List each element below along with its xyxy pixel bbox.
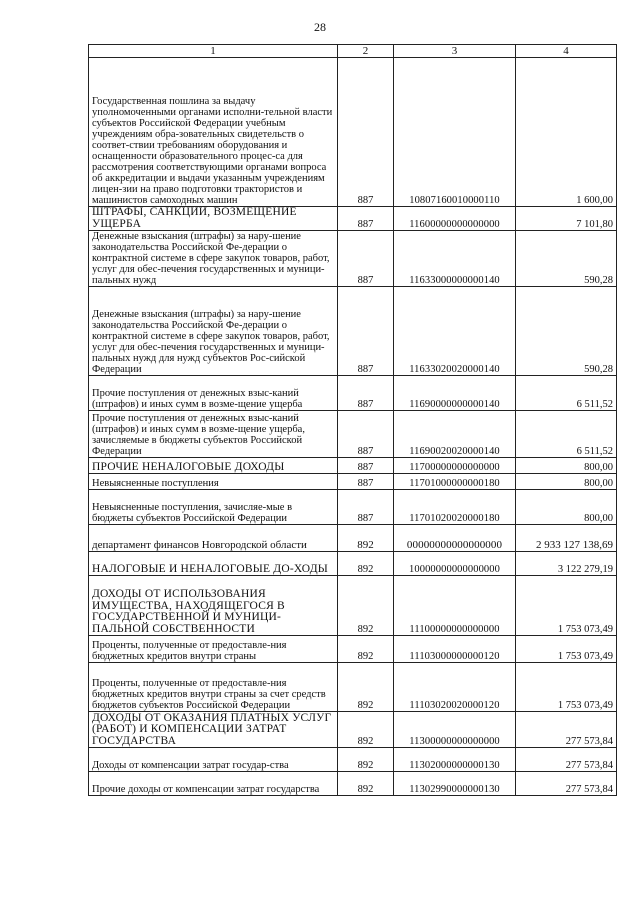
admin-code-cell: 887 [338,376,394,411]
amount-cell: 1 753 073,49 [516,663,617,712]
budget-code-cell: 10807160010000110 [394,58,516,207]
revenue-table [88,44,617,796]
budget-code-cell: 11302000000000130 [394,748,516,772]
budget-code-cell: 11600000000000000 [394,207,516,231]
table-row [89,712,617,748]
name-cell: Проценты, полученные от предоставле-ния бюджетных кредитов внутри страны за счет средств бюджетов субъектов Российской Федерации [89,663,338,712]
amount-cell: 800,00 [516,490,617,525]
table-row [89,663,617,712]
amount-cell: 800,00 [516,474,617,490]
table-row [89,525,617,552]
name-cell: департамент финансов Новгородской области [89,525,338,552]
table-row [89,411,617,458]
amount-cell: 277 573,84 [516,712,617,748]
name-cell: Прочие поступления от денежных взыс-каний (штрафов) и иных сумм в возме-щение ущерба [89,376,338,411]
name-cell: ПРОЧИЕ НЕНАЛОГОВЫЕ ДОХОДЫ [89,458,338,474]
name-cell: ДОХОДЫ ОТ ОКАЗАНИЯ ПЛАТНЫХ УСЛУГ (РАБОТ) И КОМПЕНСАЦИИ ЗАТРАТ ГОСУДАРСТВА [89,712,338,748]
name-cell: Денежные взыскания (штрафы) за нару-шение законодательства Российской Фе-дерации о контрактной системе в сфере закупок товаров, работ, услуг для обес-печения государственных и муници-пальных нужд для нужд субъектов Рос-сийской Федерации [89,287,338,376]
budget-code-cell: 10000000000000000 [394,552,516,576]
budget-code-cell: 11300000000000000 [394,712,516,748]
amount-cell: 590,28 [516,287,617,376]
admin-code-cell: 892 [338,772,394,796]
column-header: 2 [338,45,394,58]
admin-code-cell: 887 [338,490,394,525]
admin-code-cell: 887 [338,458,394,474]
name-cell: НАЛОГОВЫЕ И НЕНАЛОГОВЫЕ ДО-ХОДЫ [89,552,338,576]
name-cell: Доходы от компенсации затрат государ-ства [89,748,338,772]
table-row [89,207,617,231]
column-header: 4 [516,45,617,58]
amount-cell: 800,00 [516,458,617,474]
admin-code-cell: 892 [338,525,394,552]
amount-cell: 3 122 279,19 [516,552,617,576]
table-row [89,474,617,490]
admin-code-cell: 892 [338,576,394,636]
name-cell: ДОХОДЫ ОТ ИСПОЛЬЗОВАНИЯ ИМУЩЕСТВА, НАХОДЯЩЕГОСЯ В ГОСУДАРСТВЕННОЙ И МУНИЦИ-ПАЛЬНОЙ СОБСТВЕННОСТИ [89,576,338,636]
budget-code-cell: 00000000000000000 [394,525,516,552]
column-header: 3 [394,45,516,58]
table-header-row [89,45,617,58]
budget-code-cell: 11701000000000180 [394,474,516,490]
admin-code-cell: 887 [338,287,394,376]
amount-cell: 6 511,52 [516,376,617,411]
budget-code-cell: 11100000000000000 [394,576,516,636]
admin-code-cell: 892 [338,552,394,576]
name-cell: Денежные взыскания (штрафы) за нару-шение законодательства Российской Фе-дерации о контрактной системе в сфере закупок товаров, работ, услуг для обес-печения государственных и муници-пальных нужд [89,231,338,287]
admin-code-cell: 887 [338,207,394,231]
budget-code-cell: 11690000000000140 [394,376,516,411]
amount-cell: 277 573,84 [516,748,617,772]
amount-cell: 1 753 073,49 [516,576,617,636]
admin-code-cell: 892 [338,712,394,748]
amount-cell: 590,28 [516,231,617,287]
table-row [89,748,617,772]
name-cell: Государственная пошлина за выдачу уполномоченными органами исполни-тельной власти субъектов Российской Федерации учебным учреждениям обра-зовательных свидетельств о соответ-ствии требованиям оборудования и оснащенности образовательного процес-са для рассмотрения соответствующими органами вопроса об аккредитации и выдачи указанным учреждениям лицен-зии на право подготовки трактористов и машинистов самоходных машин [89,58,338,207]
amount-cell: 6 511,52 [516,411,617,458]
table-row [89,458,617,474]
amount-cell: 277 573,84 [516,772,617,796]
table-row [89,376,617,411]
table-row [89,636,617,663]
amount-cell: 1 600,00 [516,58,617,207]
table-row [89,490,617,525]
name-cell: Проценты, полученные от предоставле-ния бюджетных кредитов внутри страны [89,636,338,663]
admin-code-cell: 892 [338,748,394,772]
budget-code-cell: 11103020020000120 [394,663,516,712]
admin-code-cell: 892 [338,663,394,712]
page-number: 28 [314,20,326,34]
admin-code-cell: 887 [338,231,394,287]
table-row [89,287,617,376]
budget-code-cell: 11690020020000140 [394,411,516,458]
budget-code-cell: 11633020020000140 [394,287,516,376]
table-row [89,576,617,636]
table-row [89,231,617,287]
table-row [89,58,617,207]
name-cell: ШТРАФЫ, САНКЦИИ, ВОЗМЕЩЕНИЕ УЩЕРБА [89,207,338,231]
name-cell: Невыясненные поступления [89,474,338,490]
admin-code-cell: 892 [338,636,394,663]
name-cell: Прочие доходы от компенсации затрат государства [89,772,338,796]
table-row [89,552,617,576]
amount-cell: 7 101,80 [516,207,617,231]
budget-code-cell: 11103000000000120 [394,636,516,663]
admin-code-cell: 887 [338,58,394,207]
admin-code-cell: 887 [338,474,394,490]
amount-cell: 2 933 127 138,69 [516,525,617,552]
budget-code-cell: 11302990000000130 [394,772,516,796]
name-cell: Невыясненные поступления, зачисляе-мые в бюджеты субъектов Российской Федерации [89,490,338,525]
name-cell: Прочие поступления от денежных взыс-каний (штрафов) и иных сумм в возме-щение ущерба, зачисляемые в бюджеты субъектов Российской Федерации [89,411,338,458]
table-row [89,772,617,796]
column-header: 1 [89,45,338,58]
amount-cell: 1 753 073,49 [516,636,617,663]
budget-code-cell: 11633000000000140 [394,231,516,287]
budget-code-cell: 11700000000000000 [394,458,516,474]
admin-code-cell: 887 [338,411,394,458]
budget-code-cell: 11701020020000180 [394,490,516,525]
